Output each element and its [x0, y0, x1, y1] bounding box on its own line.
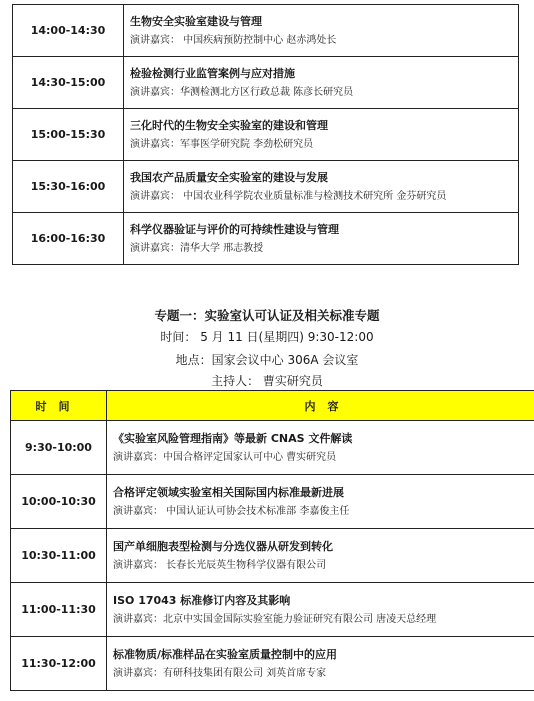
session-host: 主持人： 曹实研究员	[211, 374, 323, 388]
talk-title: 合格评定领域实验室相关国际国内标准最新进展	[113, 485, 344, 499]
session-time: 时间： 5 月 11 日(星期四) 9:30-12:00	[160, 330, 374, 344]
content-cell	[124, 57, 519, 109]
content-cell	[107, 475, 534, 529]
time-cell: 14:30-15:00	[13, 57, 124, 109]
talk-title: 国产单细胞表型检测与分选仪器从研发到转化	[113, 539, 333, 553]
time-cell: 15:00-15:30	[13, 109, 124, 161]
header-time-label: 时间	[35, 399, 82, 413]
content-cell	[124, 109, 519, 161]
talk-speaker: 演讲嘉宾： 长春长光辰英生物科学仪器有限公司	[113, 559, 327, 571]
time-cell: 11:30-12:00	[11, 637, 107, 691]
talk-title: 标准物质/标准样品在实验室质量控制中的应用	[113, 647, 338, 661]
table-row	[13, 57, 519, 109]
time-cell: 16:00-16:30	[13, 213, 124, 265]
table-row	[13, 5, 519, 57]
table-row	[11, 583, 534, 637]
talk-title: 我国农产品质量安全实验室的建设与发展	[130, 170, 328, 184]
table-row	[13, 213, 519, 265]
talk-speaker: 演讲嘉宾：北京中实国金国际实验室能力验证研究有限公司 唐凌天总经理	[113, 613, 437, 625]
session-location: 地点：国家会议中心 306A 会议室	[175, 353, 359, 367]
talk-title: ISO 17043 标准修订内容及其影响	[113, 593, 291, 607]
header-content	[107, 391, 534, 421]
session-schedule-table	[10, 390, 534, 691]
talk-speaker: 演讲嘉宾：中国合格评定国家认可中心 曹实研究员	[113, 451, 337, 463]
content-cell	[124, 5, 519, 57]
talk-speaker: 演讲嘉宾： 中国疾病预防控制中心 赵赤鸿处长	[130, 34, 337, 46]
content-cell	[107, 529, 534, 583]
table-header-row	[11, 391, 534, 421]
talk-speaker: 演讲嘉宾： 中国农业科学院农业质量标准与检测技术研究所 金芬研究员	[130, 190, 447, 202]
table-row	[11, 421, 534, 475]
time-cell: 10:30-11:00	[11, 529, 107, 583]
time-cell: 15:30-16:00	[13, 161, 124, 213]
afternoon-schedule-table	[12, 4, 519, 265]
talk-speaker: 演讲嘉宾：军事医学研究院 李劲松研究员	[130, 138, 314, 150]
talk-title: 检验检测行业监管案例与应对措施	[130, 66, 295, 80]
time-cell: 10:00-10:30	[11, 475, 107, 529]
table-row	[11, 529, 534, 583]
talk-title: 《实验室风险管理指南》等最新 CNAS 文件解读	[113, 431, 353, 445]
talk-title: 三化时代的生物安全实验室的建设和管理	[130, 118, 328, 132]
content-cell	[107, 583, 534, 637]
talk-speaker: 演讲嘉宾：清华大学 邢志教授	[130, 242, 264, 254]
talk-speaker: 演讲嘉宾：华测检测北方区行政总裁 陈彦长研究员	[130, 86, 354, 98]
talk-speaker: 演讲嘉宾： 中国认证认可协会技术标准部 李嘉俊主任	[113, 505, 350, 517]
content-cell	[107, 421, 534, 475]
header-time	[11, 391, 107, 421]
table-row	[11, 475, 534, 529]
table-row	[11, 637, 534, 691]
time-cell: 11:00-11:30	[11, 583, 107, 637]
content-cell	[107, 637, 534, 691]
talk-title: 科学仪器验证与评价的可持续性建设与管理	[130, 222, 339, 236]
table-row	[13, 161, 519, 213]
content-cell	[124, 161, 519, 213]
talk-speaker: 演讲嘉宾：有研科技集团有限公司 刘英首席专家	[113, 667, 327, 679]
time-cell: 14:00-14:30	[13, 5, 124, 57]
header-content-label: 内容	[304, 399, 351, 413]
table-row	[13, 109, 519, 161]
session-title: 专题一：实验室认可认证及相关标准专题	[154, 308, 380, 323]
content-cell	[124, 213, 519, 265]
time-cell: 9:30-10:00	[11, 421, 107, 475]
talk-title: 生物安全实验室建设与管理	[130, 14, 262, 28]
